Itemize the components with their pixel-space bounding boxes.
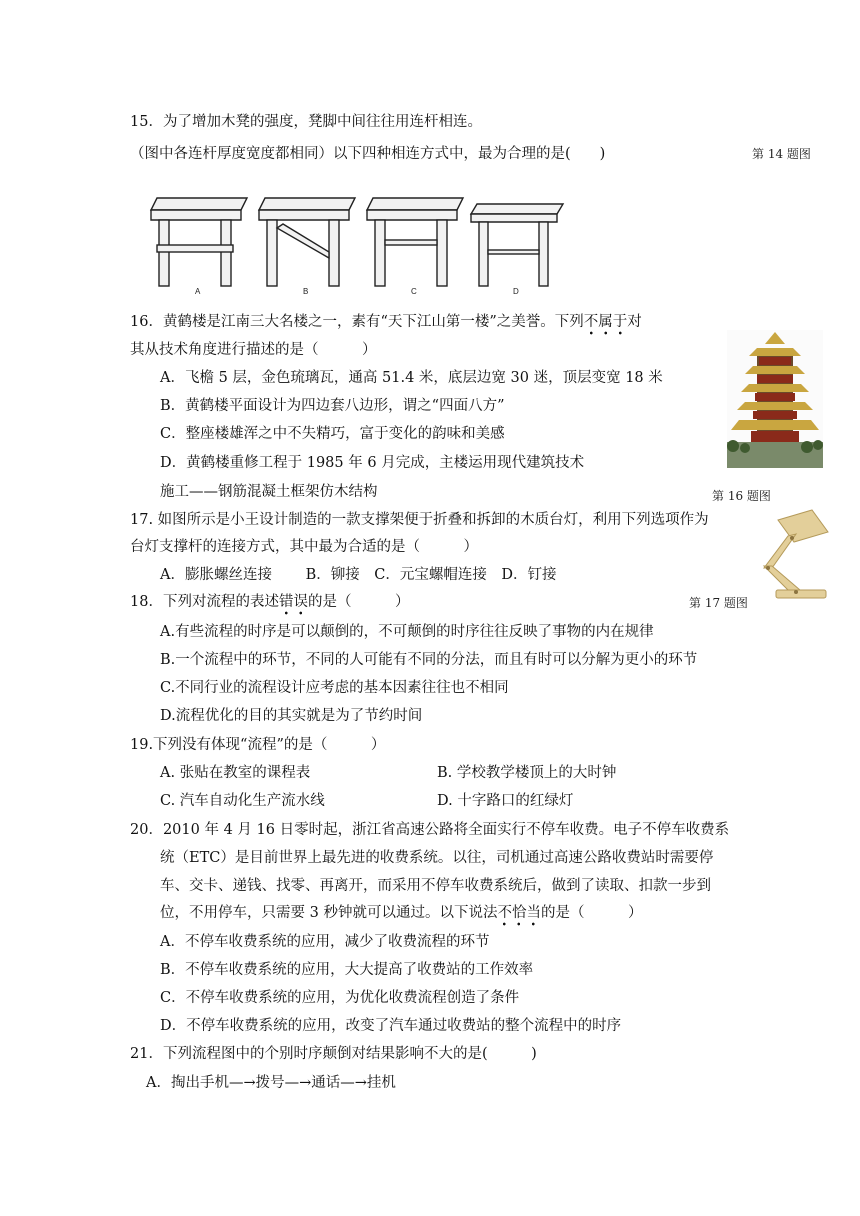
stool-c-figure (367, 198, 463, 286)
q15-line1: 15．为了增加木凳的强度，凳脚中间往往用连杆相连。 (130, 114, 482, 130)
q17-figure-caption: 第 17 题图 (689, 596, 748, 610)
q16-option-c: C．整座楼雄浑之中不失精巧，富于变化的韵味和美感 (160, 426, 505, 442)
q20-emphasis: 不恰当 (497, 905, 541, 926)
q16-option-d: D．黄鹤楼重修工程于 1985 年 6 月完成，主楼运用现代建筑技术 (160, 455, 585, 471)
q19-option-a: A. 张贴在教室的课程表 (160, 765, 311, 781)
q20-line4: 位，不用停车，只需要 3 秒钟就可以通过。以下说法不恰当的是（ ） (160, 903, 642, 923)
stool-b-figure (259, 198, 355, 286)
q14-figure-caption: 第 14 题图 (752, 147, 811, 161)
stool-label-c: C (411, 287, 417, 296)
q20-option-b: B．不停车收费系统的应用，大大提高了收费站的工作效率 (160, 962, 534, 978)
q20-option-c: C．不停车收费系统的应用，为优化收费流程创造了条件 (160, 990, 520, 1006)
stool-a-figure (151, 198, 247, 286)
q17-line2: 台灯支撑杆的连接方式，其中最为合适的是（ ） (130, 539, 478, 555)
stool-label-b: B (303, 287, 309, 296)
q20-option-d: D．不停车收费系统的应用，改变了汽车通过收费站的整个流程中的时序 (160, 1018, 622, 1034)
q18-emphasis: 错误 (279, 594, 308, 615)
stool-label-a: A (195, 287, 201, 296)
q18-option-d: D.流程优化的目的其实就是为了节约时间 (160, 708, 423, 724)
q17-options: A．膨胀螺丝连接 B．铆接 C．元宝螺帽连接 D．钉接 (160, 567, 557, 583)
q21-option-a: A．掏出手机—→拨号—→通话—→挂机 (146, 1075, 396, 1091)
stool-d-figure (471, 204, 563, 286)
q18-option-c: C.不同行业的流程设计应考虑的基本因素往往也不相同 (160, 680, 509, 696)
q15-line2: （图中各连杆厚度宽度都相同）以下四种相连方式中，最为合理的是( ) (130, 146, 606, 162)
q20-line1: 20．2010 年 4 月 16 日零时起，浙江省高速公路将全面实行不停车收费。电子不停车收费系 (130, 822, 730, 838)
q18-option-a: A.有些流程的时序是可以颠倒的，不可颠倒的时序往往反映了事物的内在规律 (160, 624, 654, 640)
q16-option-b: B．黄鹤楼平面设计为四边套八边形，谓之“四面八方” (160, 398, 505, 414)
q19-option-c: C. 汽车自动化生产流水线 (160, 793, 325, 809)
q18-option-b: B.一个流程中的环节，不同的人可能有不同的分法，而且有时可以分解为更小的环节 (160, 652, 698, 668)
q16-figure-caption: 第 16 题图 (712, 489, 771, 503)
desk-lamp-image (752, 506, 834, 604)
q21-line1: 21．下列流程图中的个别时序颠倒对结果影响不大的是( ) (130, 1046, 537, 1062)
q16-line1: 16．黄鹤楼是江南三大名楼之一，素有“天下江山第一楼”之美誉。下列不属于对 (130, 312, 642, 332)
q17-line1: 17. 如图所示是小王设计制造的一款支撑架便于折叠和拆卸的木质台灯，利用下列选项作为 (130, 512, 709, 528)
q16-option-a: A．飞檐 5 层，金色琉璃瓦，通高 51.4 米，底层边宽 30 迷，顶层变宽 18 米 (160, 370, 663, 386)
q19-option-d: D. 十字路口的红绿灯 (437, 793, 574, 809)
q19-line1: 19.下列没有体现“流程”的是（ ） (130, 737, 386, 753)
q16-emphasis: 不属于 (584, 314, 628, 335)
q16-line2: 其从技术角度进行描述的是（ ） (130, 342, 377, 358)
stool-figures (145, 190, 565, 298)
q18-line1: 18．下列对流程的表述错误的是（ ） (130, 592, 409, 612)
q20-line3: 车、交卡、递钱、找零、再离开，而采用不停车收费系统后，做到了读取、扣款一步到 (160, 878, 711, 894)
stool-label-d: D (513, 287, 519, 296)
q19-option-b: B. 学校教学楼顶上的大时钟 (437, 765, 617, 781)
yellow-crane-tower-image (727, 330, 823, 468)
q20-option-a: A．不停车收费系统的应用，减少了收费流程的环节 (160, 934, 490, 950)
q20-line2: 统（ETC）是目前世界上最先进的收费系统。以往，司机通过高速公路收费站时需要停 (160, 850, 714, 866)
q16-option-d-cont: 施工——钢筋混凝土框架仿木结构 (160, 484, 378, 500)
